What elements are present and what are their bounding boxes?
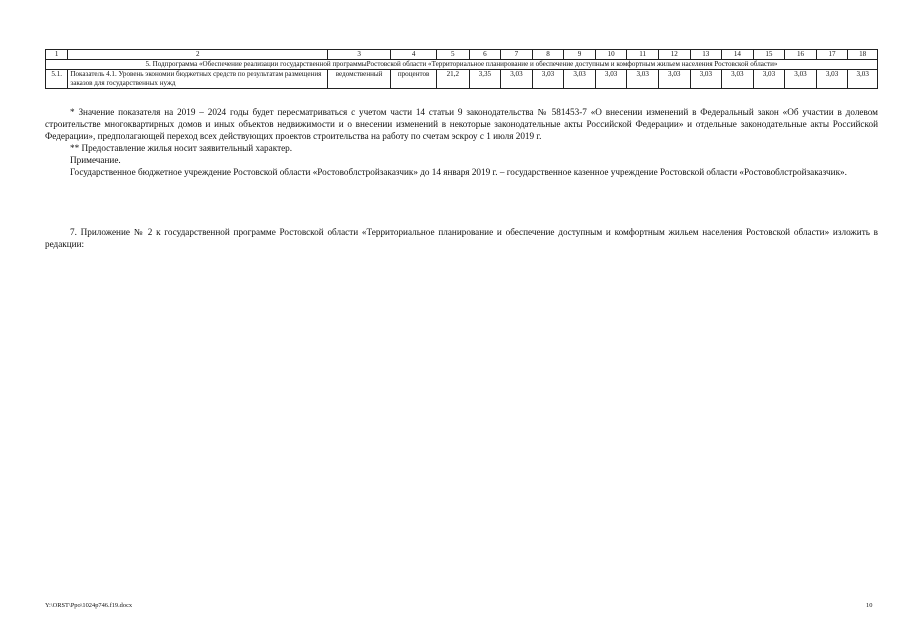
subprogram-title: 5. Подпрограмма «Обеспечение реализации государственной программыРостовской области «Территориальное планирование и обеспечение доступным и комфортным жильем населения Ростовской области» [46, 60, 878, 70]
value-cell: 3,03 [753, 70, 785, 89]
indicator-unit: процентов [391, 70, 437, 89]
header-cell: 15 [753, 50, 785, 60]
file-path: Y:\ORST\Ppo\1024p746.f19.docx [45, 602, 133, 609]
item-7 [45, 226, 878, 250]
note-text: Государственное бюджетное учреждение Ростовской области «Ростовоблстройзаказчик» до 14 января 2019 г. – государственное казенное учреждение Ростовской области «Ростовоблстройзаказчик». [70, 167, 847, 177]
value-cell: 21,2 [437, 70, 470, 89]
header-cell: 18 [848, 50, 878, 60]
value-cell: 3,35 [469, 70, 501, 89]
footnote-escrow: * Значение показателя на 2019 – 2024 годы будет пересматриваться с учетом части 14 статьи 9 законодательства № 581453-7 «О внесении изменений в Федеральный закон «Об участии в долевом строительстве многоквартирных домов и иных объектов недвижимости и о внесении изменений в некоторые законодательные акты Российской Федерации» и отдельные законодательные акты Российской Федерации», предполагающей переход всех действующих проектов строительства на работу по счетам эскроу с 1 июля 2019 г. [45, 107, 878, 141]
value-cell: 3,03 [848, 70, 878, 89]
header-cell: 6 [469, 50, 501, 60]
value-cell: 3,03 [595, 70, 627, 89]
header-cell: 4 [391, 50, 437, 60]
value-cell: 3,03 [658, 70, 690, 89]
footnotes [45, 106, 878, 178]
header-cell: 3 [328, 50, 391, 60]
header-cell: 10 [595, 50, 627, 60]
value-cell: 3,03 [690, 70, 722, 89]
indicator-name: Показатель 4.1. Уровень экономии бюджетных средств по результатам размещения заказов для государственных нужд [68, 70, 328, 89]
value-cell: 3,03 [785, 70, 817, 89]
value-cell: 3,03 [627, 70, 659, 89]
table-row [46, 70, 878, 89]
item-7-text: 7. Приложение № 2 к государственной программе Ростовской области «Территориальное планирование и обеспечение доступным и комфортным жильем населения Ростовской области» изложить в редакции: [45, 227, 878, 249]
header-cell: 8 [532, 50, 564, 60]
indicator-type: ведомственный [328, 70, 391, 89]
value-cell: 3,03 [722, 70, 754, 89]
header-cell: 16 [785, 50, 817, 60]
subprogram-row [46, 60, 878, 70]
row-number: 5.1. [46, 70, 68, 89]
table-header-row [46, 50, 878, 60]
value-cell: 3,03 [501, 70, 533, 89]
indicator-table [45, 49, 878, 89]
footnote-housing: ** Предоставление жилья носит заявительный характер. [70, 143, 293, 153]
header-cell: 13 [690, 50, 722, 60]
page-number: 10 [866, 602, 873, 609]
header-cell: 12 [658, 50, 690, 60]
header-cell: 17 [816, 50, 848, 60]
header-cell: 9 [564, 50, 596, 60]
header-cell: 2 [68, 50, 328, 60]
header-cell: 7 [501, 50, 533, 60]
value-cell: 3,03 [532, 70, 564, 89]
note-heading: Примечание. [70, 155, 121, 165]
value-cell: 3,03 [816, 70, 848, 89]
header-cell: 5 [437, 50, 470, 60]
header-cell: 14 [722, 50, 754, 60]
header-cell: 1 [46, 50, 68, 60]
value-cell: 3,03 [564, 70, 596, 89]
header-cell: 11 [627, 50, 659, 60]
